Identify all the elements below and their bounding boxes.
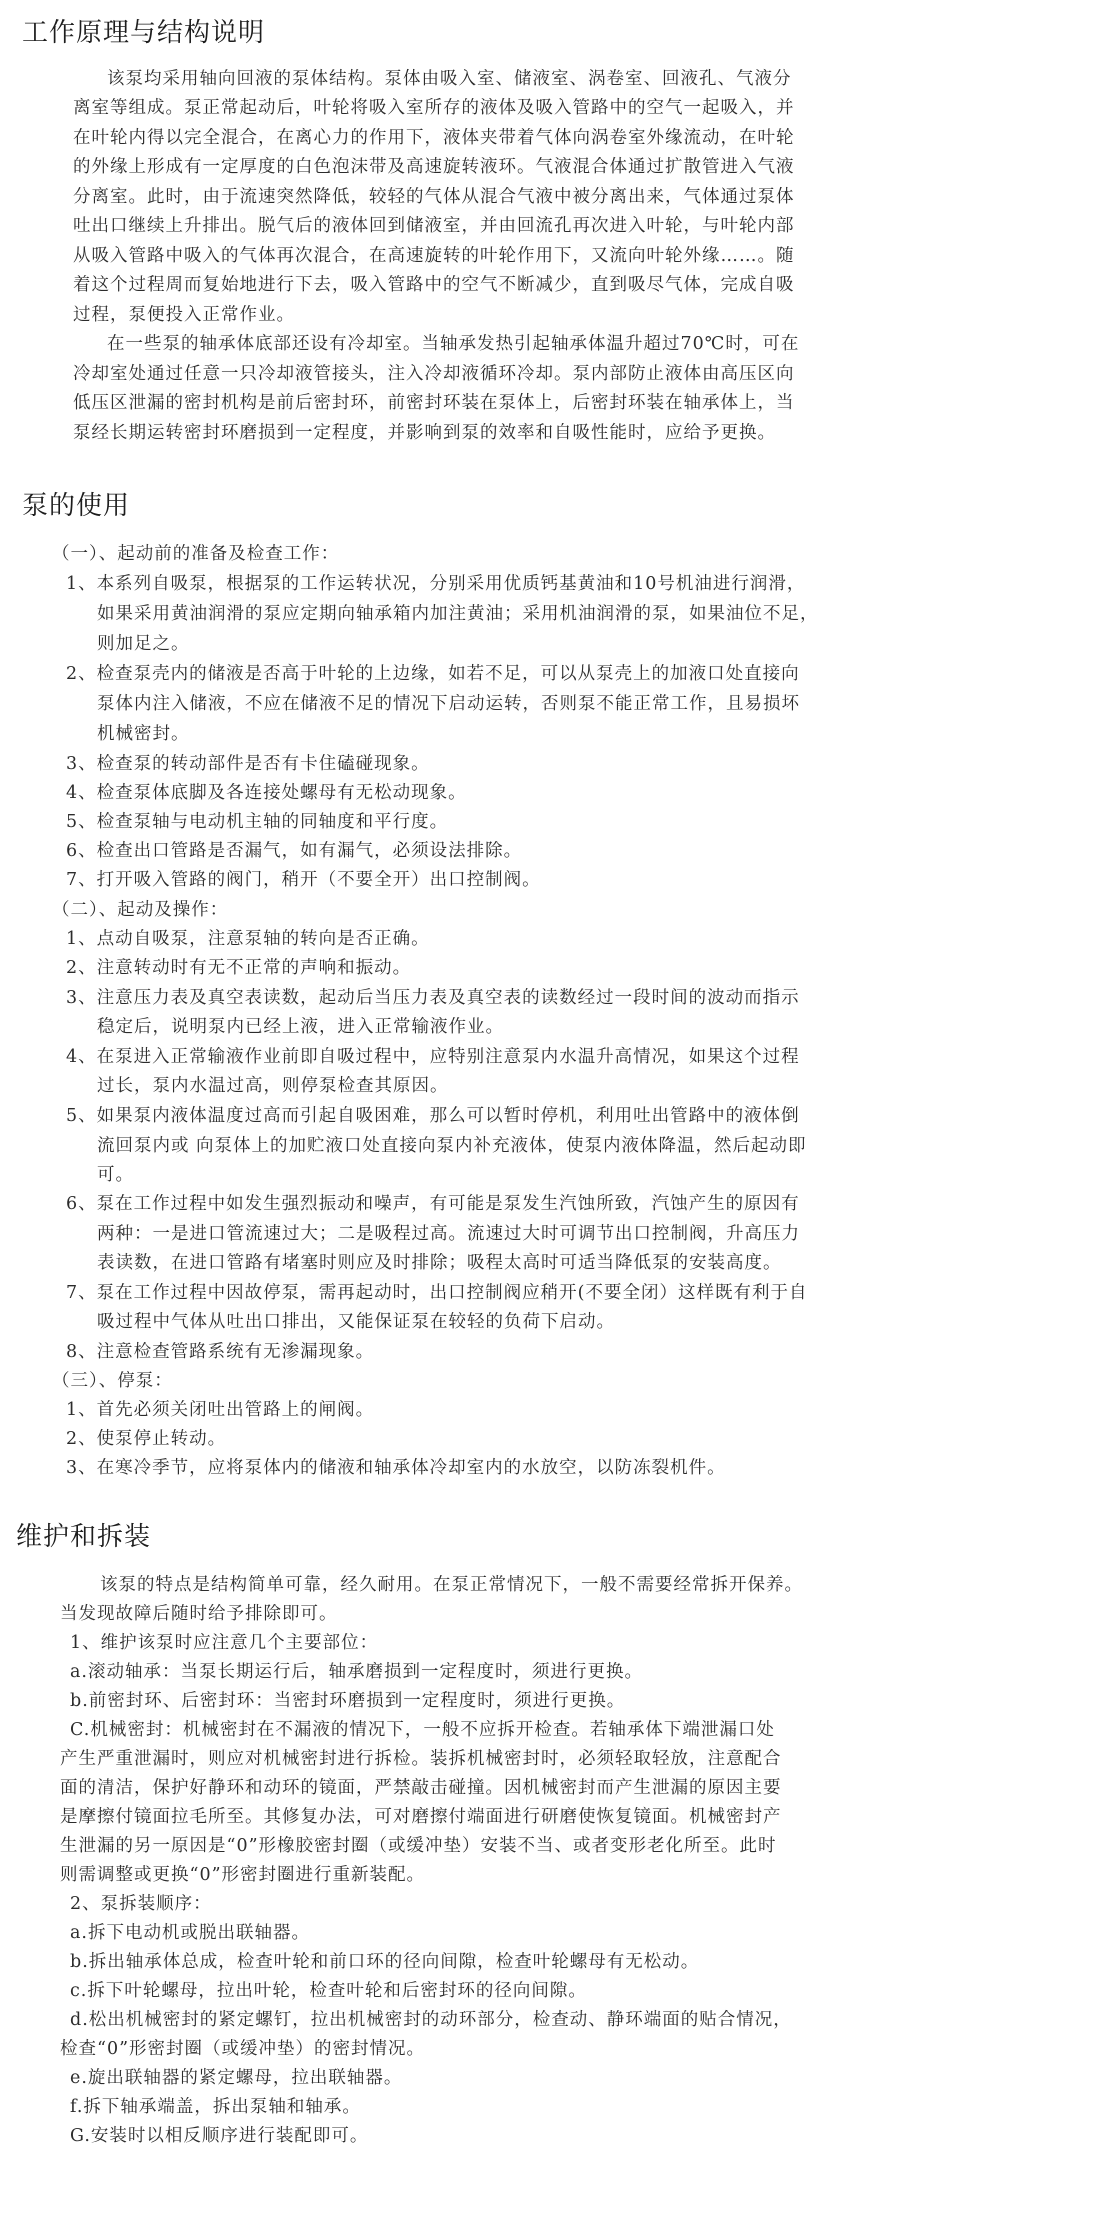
subsection-title: （二）、起动及操作： (52, 900, 229, 920)
list-item: 5、如果泵内液体温度过高而引起自吸困难，那么可以暂时停机，利用吐出管路中的液体倒 (66, 1106, 800, 1126)
paragraph-line: 当发现故障后随时给予排除即可。 (60, 1604, 338, 1624)
list-item: 2、检查泵壳内的储液是否高于叶轮的上边缘，如若不足，可以从泵壳上的加液口处直接向 (66, 664, 800, 684)
list-item-continuation: 过长，泵内水温过高，则停泵检查其原因。 (97, 1076, 449, 1096)
list-item: 4、在泵进入正常输液作业前即自吸过程中，应特别注意泵内水温升高情况，如果这个过程 (66, 1047, 800, 1067)
list-item: 1、点动自吸泵，注意泵轴的转向是否正确。 (66, 929, 430, 949)
list-item-continuation: 机械密封。 (97, 724, 190, 744)
list-item: 7、打开吸入管路的阀门，稍开（不要全开）出口控制阀。 (66, 870, 541, 890)
list-item: 7、泵在工作过程中因故停泵，需再起动时，出口控制阀应稍开(不要全闭）这样既有利于自 (66, 1283, 808, 1303)
paragraph-line: 分离室。此时，由于流速突然降低，较轻的气体从混合气液中被分离出来，气体通过泵体 (73, 187, 795, 207)
list-item: b.拆出轴承体总成，检查叶轮和前口环的径向间隙，检查叶轮螺母有无松动。 (70, 1952, 700, 1972)
section-heading-maintenance: 维护和拆装 (16, 1522, 152, 1552)
paragraph-line: 泵经长期运转密封环磨损到一定程度，并影响到泵的效率和自吸性能时，应给予更换。 (73, 423, 776, 443)
subsection-title: 2、泵拆装顺序： (70, 1894, 212, 1914)
section-heading-working-principle: 工作原理与结构说明 (22, 18, 266, 48)
list-item-continuation: 检查“0”形密封圈（或缓冲垫）的密封情况。 (60, 2039, 426, 2059)
list-item: 3、在寒冷季节，应将泵体内的储液和轴承体冷却室内的水放空，以防冻裂机件。 (66, 1458, 726, 1478)
list-item: f.拆下轴承端盖，拆出泵轴和轴承。 (70, 2097, 361, 2117)
list-item: 3、注意压力表及真空表读数，起动后当压力表及真空表的读数经过一段时间的波动而指示 (66, 988, 800, 1008)
list-item-continuation: 可。 (97, 1165, 134, 1185)
list-item: d.松出机械密封的紧定螺钉，拉出机械密封的动环部分，检查动、静环端面的贴合情况， (70, 2010, 792, 2030)
list-item: c.拆下叶轮螺母，拉出叶轮，检查叶轮和后密封环的径向间隙。 (70, 1981, 587, 2001)
list-item-continuation: 泵体内注入储液，不应在储液不足的情况下启动运转，否则泵不能正常工作，且易损坏 (97, 694, 800, 714)
list-item: e.旋出联轴器的紧定螺母，拉出联轴器。 (70, 2068, 403, 2088)
paragraph-line: 吐出口继续上升排出。脱气后的液体回到储液室，并由回流孔再次进入叶轮，与叶轮内部 (73, 216, 795, 236)
list-item: G.安装时以相反顺序进行装配即可。 (70, 2126, 369, 2146)
list-item: 1、首先必须关闭吐出管路上的闸阀。 (66, 1400, 375, 1420)
list-item-continuation: 流回泵内或 向泵体上的加贮液口处直接向泵内补充液体，使泵内液体降温，然后起动即 (97, 1136, 807, 1156)
list-item-continuation: 稳定后，说明泵内已经上液，进入正常输液作业。 (97, 1017, 504, 1037)
list-item-continuation: 吸过程中气体从吐出口排出，又能保证泵在较轻的负荷下启动。 (97, 1312, 615, 1332)
list-item: C.机械密封：机械密封在不漏液的情况下，一般不应拆开检查。若轴承体下端泄漏口处 (70, 1720, 775, 1740)
list-item: 4、检查泵体底脚及各连接处螺母有无松动现象。 (66, 783, 467, 803)
list-item: b.前密封环、后密封环：当密封环磨损到一定程度时，须进行更换。 (70, 1691, 626, 1711)
paragraph-line: 的外缘上形成有一定厚度的白色泡沫带及高速旋转液环。气液混合体通过扩散管进入气液 (73, 157, 795, 177)
list-item: 1、本系列自吸泵，根据泵的工作运转状况，分别采用优质钙基黄油和10号机油进行润滑， (66, 574, 806, 594)
paragraph-line: 低压区泄漏的密封机构是前后密封环，前密封环装在泵体上，后密封环装在轴承体上，当 (73, 393, 795, 413)
section-heading-pump-usage: 泵的使用 (22, 491, 131, 521)
paragraph-line: 从吸入管路中吸入的气体再次混合，在高速旋转的叶轮作用下，又流向叶轮外缘……。随 (73, 246, 795, 266)
list-item: 8、注意检查管路系统有无渗漏现象。 (66, 1342, 375, 1362)
list-item: 6、泵在工作过程中如发生强烈振动和噪声，有可能是泵发生汽蚀所致，汽蚀产生的原因有 (66, 1194, 800, 1214)
list-item-continuation: 生泄漏的另一原因是“0”形橡胶密封圈（或缓冲垫）安装不当、或者变形老化所至。此时 (60, 1836, 777, 1856)
list-item-continuation: 产生严重泄漏时，则应对机械密封进行拆检。装拆机械密封时，必须轻取轻放，注意配合 (60, 1749, 782, 1769)
paragraph-line: 冷却室处通过任意一只冷却液管接头，注入冷却液循环冷却。泵内部防止液体由高压区向 (73, 364, 795, 384)
list-item: 2、使泵停止转动。 (66, 1429, 227, 1449)
list-item: 5、检查泵轴与电动机主轴的同轴度和平行度。 (66, 812, 449, 832)
paragraph-line: 该泵均采用轴向回液的泵体结构。泵体由吸入室、储液室、涡卷室、回液孔、气液分 (107, 69, 792, 89)
list-item-continuation: 两种：一是进口管流速过大；二是吸程过高。流速过大时可调节出口控制阀，升高压力 (97, 1224, 800, 1244)
list-item-continuation: 则需调整或更换“0”形密封圈进行重新装配。 (60, 1865, 426, 1885)
list-item-continuation: 面的清洁，保护好静环和动环的镜面，严禁敲击碰撞。因机械密封而产生泄漏的原因主要 (60, 1778, 782, 1798)
list-item: a.滚动轴承：当泵长期运行后，轴承磨损到一定程度时，须进行更换。 (70, 1662, 643, 1682)
subsection-title: （三）、停泵： (52, 1371, 173, 1391)
paragraph-line: 在一些泵的轴承体底部还设有冷却室。当轴承发热引起轴承体温升超过70℃时，可在 (107, 334, 800, 354)
list-item-continuation: 表读数，在进口管路有堵塞时则应及时排除；吸程太高时可适当降低泵的安装高度。 (97, 1253, 782, 1273)
paragraph-line: 在叶轮内得以完全混合，在离心力的作用下，液体夹带着气体向涡卷室外缘流动，在叶轮 (73, 128, 795, 148)
list-item-continuation: 是摩擦付镜面拉毛所至。其修复办法，可对磨擦付端面进行研磨使恢复镜面。机械密封产 (60, 1807, 782, 1827)
list-item-continuation: 则加足之。 (97, 634, 190, 654)
list-item: 6、检查出口管路是否漏气，如有漏气，必须设法排除。 (66, 841, 523, 861)
paragraph-line: 该泵的特点是结构简单可靠，经久耐用。在泵正常情况下，一般不需要经常拆开保养。 (100, 1575, 803, 1595)
subsection-title: 1、维护该泵时应注意几个主要部位： (70, 1633, 379, 1653)
paragraph-line: 着这个过程周而复始地进行下去，吸入管路中的空气不断减少，直到吸尽气体，完成自吸 (73, 275, 795, 295)
list-item-continuation: 如果采用黄油润滑的泵应定期向轴承箱内加注黄油；采用机油润滑的泵，如果油位不足， (97, 604, 819, 624)
subsection-title: （一）、起动前的准备及检查工作： (52, 544, 340, 564)
list-item: a.拆下电动机或脱出联轴器。 (70, 1923, 310, 1943)
paragraph-line: 离室等组成。泵正常起动后，叶轮将吸入室所存的液体及吸入管路中的空气一起吸入，并 (73, 98, 795, 118)
list-item: 2、注意转动时有无不正常的声响和振动。 (66, 958, 412, 978)
paragraph-line: 过程，泵便投入正常作业。 (73, 305, 295, 325)
list-item: 3、检查泵的转动部件是否有卡住磕碰现象。 (66, 754, 430, 774)
